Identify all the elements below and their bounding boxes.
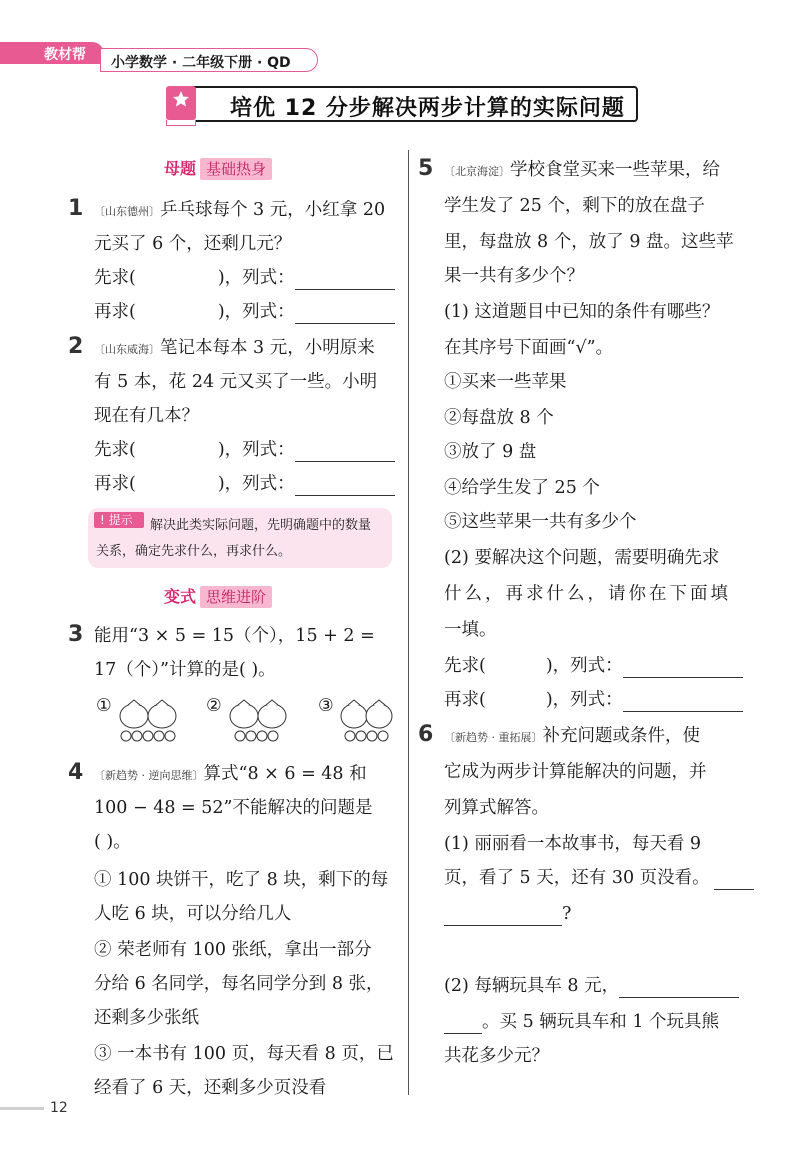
question-text: (1) 这道题目中已知的条件有哪些？: [444, 302, 720, 322]
apple-bags-icon: [338, 696, 396, 744]
condition-item[interactable]: ②每盘放 8 个: [444, 408, 554, 428]
answer-row: ?: [444, 902, 571, 926]
section-tag-variant: [160, 586, 272, 610]
question-text: 能用“3 × 5 = 15（个），15 + 2 =: [94, 626, 375, 646]
tip-text: 关系，确定先求什么，再求什么。: [96, 544, 292, 559]
question-text: 一填。: [444, 620, 497, 640]
question-text: (2) 要解决这个问题，需要明确先求: [444, 548, 720, 568]
answer-blank[interactable]: [295, 306, 395, 324]
page-title: 培优 12 分步解决两步计算的实际问题: [230, 96, 625, 121]
brand-label: 教材帮: [44, 47, 86, 63]
condition-item[interactable]: ③放了 9 盘: [444, 442, 537, 462]
question-text: ( )。: [94, 832, 131, 852]
brand-tab: [0, 42, 104, 64]
question-source: 〔新趋势 · 逆向思维〕: [94, 769, 204, 782]
page-number: 12: [50, 1100, 68, 1116]
title-frame: [188, 86, 638, 122]
choice-text[interactable]: ③ 一本书有 100 页，每天看 8 页，已: [94, 1044, 394, 1064]
condition-item[interactable]: ①买来一些苹果: [444, 372, 567, 392]
answer-blank[interactable]: [444, 908, 562, 926]
answer-blank[interactable]: [295, 478, 395, 496]
answer-row: 再求( )，列式：: [94, 472, 395, 496]
apple-bags-icon: [226, 696, 298, 744]
question-text: 里，每盘放 8 个，放了 9 盘。这些苹: [444, 232, 734, 252]
question-source: 〔山东威海〕: [94, 343, 160, 356]
question-text: 什么，再求什么，请你在下面填: [444, 584, 731, 604]
question-text: 〔北京海淀〕学校食堂买来一些苹果，给: [444, 160, 720, 180]
section-label: 母题: [164, 159, 197, 178]
apple-bags-icon: [116, 696, 188, 744]
page-bar: [0, 1107, 44, 1110]
question-text: (2) 每辆玩具车 8 元，: [444, 974, 739, 998]
section-label: 变式: [164, 587, 197, 606]
question-text: 有 5 本，花 24 元又买了一些。小明: [94, 372, 378, 392]
question-number: 4: [68, 760, 84, 785]
question-text: 页，看了 5 天，还有 30 页没看。: [444, 866, 754, 890]
question-text: 100 − 48 = 52”不能解决的问题是: [94, 798, 373, 818]
choice-text[interactable]: ① 100 块饼干，吃了 8 块，剩下的每: [94, 870, 389, 890]
answer-row: 再求( )，列式：: [94, 300, 395, 324]
section-tag-basic: [160, 158, 272, 182]
question-text: 17（个）”计算的是( )。: [94, 660, 276, 680]
answer-blank[interactable]: [623, 694, 743, 712]
question-text: 在其序号下面画“√”。: [444, 338, 614, 358]
question-text: 现在有几本？: [94, 406, 199, 426]
book-label: 小学数学 · 二年级下册 · QD: [111, 55, 291, 71]
choice-text: 还剩多少张纸: [94, 1008, 199, 1028]
section-sublabel: 基础热身: [200, 158, 272, 180]
question-text: 学生发了 25 个，剩下的放在盘子: [444, 196, 705, 216]
question-text: 共花多少元？: [444, 1046, 549, 1066]
question-source: 〔山东德州〕: [94, 205, 160, 218]
question-number: 5: [418, 156, 434, 181]
tip-text: 解决此类实际问题，先明确题中的数量: [150, 518, 372, 533]
option-label[interactable]: ②: [206, 696, 222, 716]
choice-text: 分给 6 名同学，每名同学分到 8 张，: [94, 974, 384, 994]
question-number: 1: [68, 196, 84, 221]
choice-text: 人吃 6 块，可以分给几人: [94, 904, 292, 924]
question-text: 元买了 6 个，还剩几元？: [94, 234, 292, 254]
question-text: (1) 丽丽看一本故事书，每天看 9: [444, 834, 702, 854]
question-text: 〔山东德州〕乒乓球每个 3 元，小红拿 20: [94, 200, 386, 220]
question-text: 〔新趋势 · 重拓展〕补充问题或条件，使: [444, 726, 700, 746]
question-text: 它成为两步计算能解决的问题，并: [444, 762, 707, 782]
tip-badge: ! 提示: [94, 512, 144, 528]
choice-text[interactable]: ② 荣老师有 100 张纸，拿出一部分: [94, 940, 372, 960]
question-number: 3: [68, 622, 84, 647]
question-text: 。买 5 辆玩具车和 1 个玩具熊: [444, 1010, 719, 1034]
question-number: 2: [68, 334, 84, 359]
condition-item[interactable]: ⑤这些苹果一共有多少个: [444, 512, 637, 532]
tip-box: [88, 508, 392, 568]
question-text: 〔山东威海〕笔记本每本 3 元，小明原来: [94, 338, 375, 358]
choice-text: 经看了 6 天，还剩多少页没看: [94, 1078, 327, 1098]
book-info: [100, 48, 318, 72]
question-text: 果一共有多少个？: [444, 266, 584, 286]
answer-blank[interactable]: [619, 980, 739, 998]
question-text: 〔新趋势 · 逆向思维〕算式“8 × 6 = 48 和: [94, 764, 367, 784]
answer-row: 先求( )，列式：: [94, 438, 395, 462]
answer-blank[interactable]: [295, 272, 395, 290]
answer-blank[interactable]: [714, 872, 754, 890]
answer-row: 再求( )，列式：: [444, 688, 743, 712]
question-text: 列算式解答。: [444, 798, 549, 818]
answer-blank[interactable]: [444, 1016, 482, 1034]
answer-blank[interactable]: [623, 660, 743, 678]
answer-blank[interactable]: [295, 444, 395, 462]
star-book-icon: [166, 86, 196, 120]
option-label[interactable]: ①: [96, 696, 112, 716]
question-number: 6: [418, 722, 434, 747]
section-sublabel: 思维进阶: [200, 586, 272, 608]
question-source: 〔北京海淀〕: [444, 165, 510, 178]
lesson-title-block: [166, 86, 638, 124]
column-divider: [408, 150, 409, 1095]
condition-item[interactable]: ④给学生发了 25 个: [444, 478, 600, 498]
answer-row: 先求( )，列式：: [444, 654, 743, 678]
option-label[interactable]: ③: [318, 696, 334, 716]
answer-row: 先求( )，列式：: [94, 266, 395, 290]
question-source: 〔新趋势 · 重拓展〕: [444, 731, 543, 744]
